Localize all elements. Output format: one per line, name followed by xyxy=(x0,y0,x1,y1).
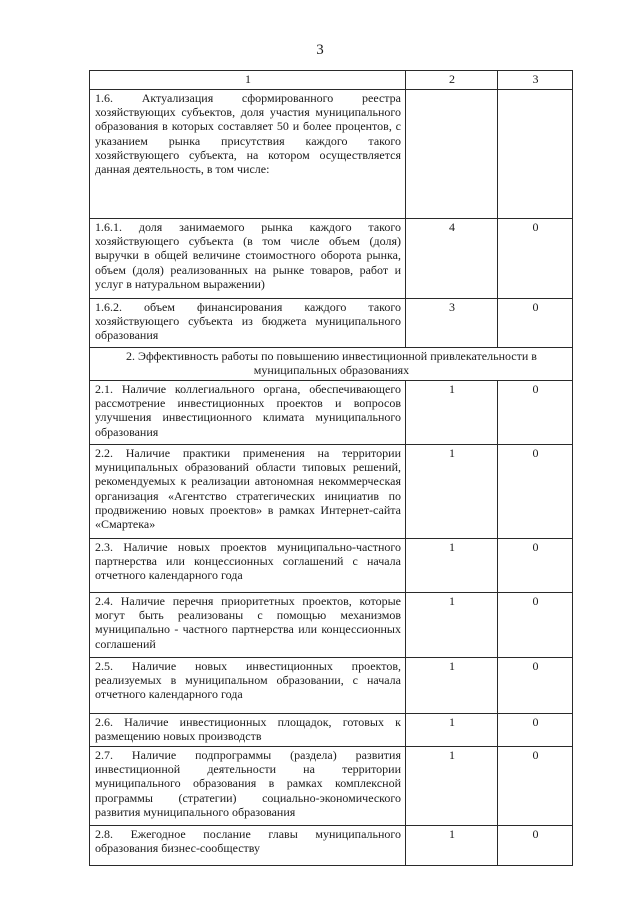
row-description: 1.6.1. доля занимаемого рынка каждого такого хозяйствующего субъекта (в том числе объем (доля) выручки в общей величине стоимостного оборота рынка, объем (доля) реализованных на рынке товаров, работ и услуг в натуральном выражении) xyxy=(90,219,406,299)
table-row xyxy=(90,219,573,299)
row-description: 1.6.2. объем финансирования каждого такого хозяйствующего субъекта из бюджета муниципального образования xyxy=(90,299,406,348)
table-row xyxy=(90,658,573,714)
table-row xyxy=(90,747,573,826)
row-value-col3: 0 xyxy=(498,219,573,299)
table-row xyxy=(90,445,573,539)
row-value-col2: 1 xyxy=(406,381,498,445)
row-value-col2: 1 xyxy=(406,539,498,593)
row-description: 2.5. Наличие новых инвестиционных проектов, реализуемых в муниципальном образовании, с начала отчетного календарного года xyxy=(90,658,406,714)
row-value-col3: 0 xyxy=(498,381,573,445)
section-header-row xyxy=(90,348,573,381)
header-cell-3: 3 xyxy=(498,71,573,90)
table-row xyxy=(90,714,573,747)
header-cell-1: 1 xyxy=(90,71,406,90)
row-value-col2: 4 xyxy=(406,219,498,299)
row-value-col2: 1 xyxy=(406,826,498,866)
row-value-col3: 0 xyxy=(498,658,573,714)
table-row xyxy=(90,539,573,593)
header-cell-2: 2 xyxy=(406,71,498,90)
row-value-col3: 0 xyxy=(498,826,573,866)
table-row xyxy=(90,826,573,866)
row-value-col2: 1 xyxy=(406,714,498,747)
row-value-col3: 0 xyxy=(498,747,573,826)
indicators-table xyxy=(89,70,573,866)
row-description: 2.4. Наличие перечня приоритетных проектов, которые могут быть реализованы с помощью механизмов муниципально - частного партнерства или концессионных соглашений xyxy=(90,593,406,658)
page-number: 3 xyxy=(316,42,324,58)
row-value-col3: 0 xyxy=(498,593,573,658)
row-value-col3: 0 xyxy=(498,714,573,747)
row-description: 2.2. Наличие практики применения на территории муниципальных образований области типовых решений, рекомендуемых к реализации автономная некоммерческая организация «Агентство стратегических инициатив по продвижению новых проектов» в рамках Интернет-сайта «Смартека» xyxy=(90,445,406,539)
row-value-col2: 1 xyxy=(406,445,498,539)
row-value-col3: 0 xyxy=(498,539,573,593)
row-value-col2: 1 xyxy=(406,747,498,826)
table-row xyxy=(90,299,573,348)
row-value-col2: 1 xyxy=(406,658,498,714)
row-description: 2.7. Наличие подпрограммы (раздела) развития инвестиционной деятельности на территории муниципального образования в рамках комплексной программы (стратегии) социально-экономического развития муниципального образования xyxy=(90,747,406,826)
row-value-col2: 3 xyxy=(406,299,498,348)
table-row xyxy=(90,593,573,658)
table-header-row xyxy=(90,71,573,90)
row-value-col2 xyxy=(406,90,498,219)
row-description: 2.6. Наличие инвестиционных площадок, готовых к размещению новых производств xyxy=(90,714,406,747)
row-value-col3: 0 xyxy=(498,445,573,539)
table-row xyxy=(90,381,573,445)
row-description: 1.6. Актуализация сформированного реестра хозяйствующих субъектов, доля участия муниципального образования в которых составляет 50 и более процентов, с указанием рынка присутствия каждого такого хозяйствующего субъекта, на котором осуществляется данная деятельность, в том числе: xyxy=(90,90,406,219)
table-row xyxy=(90,90,573,219)
row-description: 2.1. Наличие коллегиального органа, обеспечивающего рассмотрение инвестиционных проектов и вопросов улучшения инвестиционного климата муниципального образования xyxy=(90,381,406,445)
row-description: 2.8. Ежегодное послание главы муниципального образования бизнес-сообществу xyxy=(90,826,406,866)
row-description: 2.3. Наличие новых проектов муниципально-частного партнерства или концессионных соглашений с начала отчетного календарного года xyxy=(90,539,406,593)
row-value-col3: 0 xyxy=(498,299,573,348)
row-value-col3 xyxy=(498,90,573,219)
section-title: 2. Эффективность работы по повышению инвестиционной привлекательности в муниципальных образованиях xyxy=(90,348,573,381)
row-value-col2: 1 xyxy=(406,593,498,658)
